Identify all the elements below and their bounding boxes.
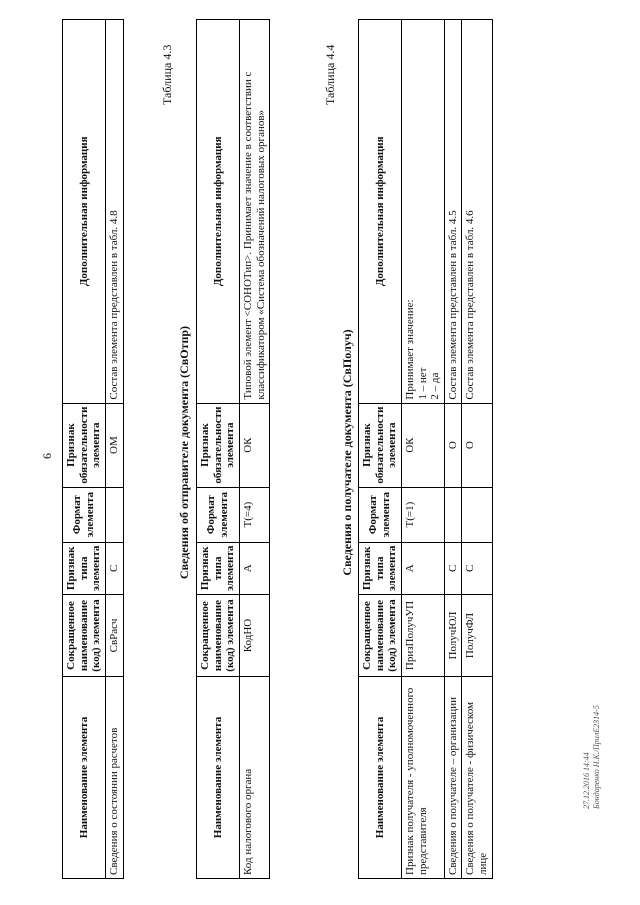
document-stamp [582, 705, 601, 809]
table-top [62, 19, 124, 879]
stamp-line: Бондаренко Н.К./ПрилЕ2314-5 [591, 705, 601, 809]
cell-code: СвРасч [105, 595, 123, 677]
info-line: 2 – да [429, 372, 442, 400]
header-name: Наименование элемента [63, 677, 106, 879]
cell-name: Сведения о состоянии расчетов [105, 677, 123, 879]
header-type: Признак типа элемента [63, 542, 106, 594]
table-header-row [197, 20, 240, 879]
cell-format [105, 487, 123, 542]
cell-format: T(=4) [239, 487, 269, 542]
table-header-row [63, 20, 106, 879]
cell-format [444, 487, 462, 542]
cell-info: Состав элемента представлен в табл. 4.8 [105, 20, 123, 404]
cell-type: С [462, 542, 492, 594]
table-44-title: Сведения о получателе документа (СвПолуч) [340, 329, 354, 576]
header-name: Наименование элемента [359, 677, 402, 879]
cell-info: Состав элемента представлен в табл. 4.6 [462, 20, 492, 404]
table-header-row [359, 20, 402, 879]
cell-type: А [239, 542, 269, 594]
cell-info [401, 20, 444, 404]
header-mandatory: Признак обязательности элемента [197, 403, 240, 487]
cell-name: Сведения о получателе - физическом лице [462, 677, 492, 879]
header-type: Признак типа элемента [197, 542, 240, 594]
cell-mandatory: ОМ [105, 403, 123, 487]
header-info: Дополнительная информация [197, 20, 240, 404]
cell-type: С [105, 542, 123, 594]
header-mandatory: Признак обязательности элемента [359, 403, 402, 487]
info-line: Принимает значение: [403, 299, 416, 400]
table-row [462, 20, 492, 879]
cell-type: А [401, 542, 444, 594]
cell-mandatory: О [444, 403, 462, 487]
header-info: Дополнительная информация [63, 20, 106, 404]
page-number: 6 [40, 453, 54, 459]
cell-info: Типовой элемент <СОНОТип>. Принимает значение в соответствии с классификатором «Система обозначений налоговых органов» [239, 20, 269, 404]
header-info: Дополнительная информация [359, 20, 402, 404]
cell-code: ПолучФЛ [462, 595, 492, 677]
table-row [105, 20, 123, 879]
cell-format: T(=1) [401, 487, 444, 542]
table-43 [196, 19, 270, 879]
stamp-line: 27.12.2016 14:44 [582, 752, 591, 809]
cell-info: Состав элемента представлен в табл. 4.5 [444, 20, 462, 404]
table-row [239, 20, 269, 879]
info-line: 1 – нет [416, 367, 429, 400]
table-44 [358, 19, 493, 879]
header-mandatory: Признак обязательности элемента [63, 403, 106, 487]
header-code: Сокращенное наименование (код) элемента [359, 595, 402, 677]
cell-mandatory: ОК [401, 403, 444, 487]
table-row [401, 20, 444, 879]
header-code: Сокращенное наименование (код) элемента [197, 595, 240, 677]
table-43-label: Таблица 4.3 [160, 44, 174, 105]
cell-mandatory: ОК [239, 403, 269, 487]
header-type: Признак типа элемента [359, 542, 402, 594]
cell-mandatory: О [462, 403, 492, 487]
cell-name: Код налогового органа [239, 677, 269, 879]
cell-name: Признак получателя - уполномоченного представителя [401, 677, 444, 879]
table-43-title: Сведения об отправителе документа (СвОтпр) [177, 325, 191, 580]
cell-name: Сведения о получателе – организации [444, 677, 462, 879]
header-code: Сокращенное наименование (код) элемента [63, 595, 106, 677]
header-format: Формат элемента [63, 487, 106, 542]
cell-code: ПолучЮЛ [444, 595, 462, 677]
header-name: Наименование элемента [197, 677, 240, 879]
table-row [444, 20, 462, 879]
cell-type: С [444, 542, 462, 594]
cell-code: ПризПолучУП [401, 595, 444, 677]
table-44-label: Таблица 4.4 [323, 44, 337, 105]
header-format: Формат элемента [197, 487, 240, 542]
cell-code: КодНО [239, 595, 269, 677]
header-format: Формат элемента [359, 487, 402, 542]
cell-format [462, 487, 492, 542]
